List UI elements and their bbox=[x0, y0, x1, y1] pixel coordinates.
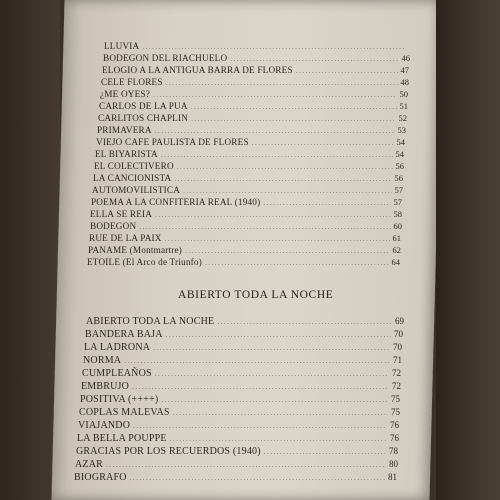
toc-entry bbox=[92, 184, 403, 196]
toc-entry-page: 53 bbox=[397, 125, 406, 135]
toc-leader-dots bbox=[173, 407, 388, 418]
toc-entry-page: 72 bbox=[392, 381, 401, 391]
toc-entry-title: AUTOMOVILISTICA bbox=[92, 185, 181, 195]
toc-leader-dots bbox=[230, 53, 398, 64]
toc-leader-dots bbox=[170, 433, 387, 444]
toc-entry bbox=[104, 40, 409, 52]
toc-entry-page: 51 bbox=[399, 101, 408, 111]
toc-entry-title: COPLAS MALEVAS bbox=[79, 407, 170, 418]
toc-entry-page: 46 bbox=[401, 53, 410, 63]
toc-entry-page: 57 bbox=[394, 185, 403, 195]
toc-entry bbox=[84, 341, 402, 353]
toc-leader-dots bbox=[161, 394, 388, 405]
toc-entry-page: 70 bbox=[393, 342, 402, 352]
toc-leader-dots bbox=[106, 459, 386, 470]
toc-entry-page: 81 bbox=[388, 472, 397, 482]
toc-entry bbox=[91, 196, 402, 208]
toc-entry-title: LA CANCIONISTA bbox=[93, 173, 172, 183]
toc-entry bbox=[83, 354, 402, 366]
toc-entry bbox=[89, 232, 401, 244]
section-heading: ABIERTO TODA LA NOCHE bbox=[178, 289, 334, 301]
toc-entry-page: 56 bbox=[394, 173, 403, 183]
toc-entry-page: 75 bbox=[391, 407, 400, 417]
toc-leader-dots bbox=[165, 233, 390, 244]
toc-entry-page: 70 bbox=[394, 329, 403, 339]
toc-entry bbox=[95, 148, 404, 160]
toc-entry-page: 71 bbox=[393, 355, 402, 365]
toc-leader-dots bbox=[177, 161, 393, 172]
toc-leader-dots bbox=[130, 472, 385, 483]
toc-leader-dots bbox=[133, 420, 387, 431]
toc-leader-dots bbox=[183, 185, 391, 196]
toc-entry-page: 80 bbox=[389, 459, 398, 469]
toc-entry bbox=[97, 124, 406, 136]
toc-entry bbox=[87, 256, 400, 268]
toc-entry bbox=[79, 406, 400, 418]
toc-leader-dots bbox=[161, 149, 393, 160]
toc-leader-dots bbox=[166, 329, 391, 340]
toc-entry bbox=[75, 458, 398, 470]
toc-entry bbox=[90, 220, 402, 232]
toc-entry-page: 48 bbox=[400, 77, 409, 87]
toc-leader-dots bbox=[153, 89, 396, 100]
toc-entry-title: VIAJANDO bbox=[78, 420, 131, 431]
toc-entry-title: VIEJO CAFE PAULISTA DE FLORES bbox=[96, 137, 249, 147]
toc-entry-page: 72 bbox=[392, 368, 401, 378]
toc-entry bbox=[101, 76, 409, 88]
toc-entry bbox=[103, 52, 410, 64]
toc-entry-title: EL COLECTIVERO bbox=[94, 161, 174, 171]
toc-entry-title: BODEGON DEL RIACHUELO bbox=[103, 53, 228, 63]
toc-entry bbox=[77, 432, 399, 444]
toc-entry-title: PRIMAVERA bbox=[97, 125, 152, 135]
toc-entry-page: 54 bbox=[395, 149, 404, 159]
toc-entry-title: POSITIVA (++++) bbox=[80, 394, 159, 405]
toc-leader-dots bbox=[191, 101, 397, 112]
toc-entry-title: ELLA SE REIA bbox=[90, 209, 153, 219]
toc-entry-title: GRACIAS POR LOS RECUERDOS (1940) bbox=[76, 446, 261, 457]
toc-entry bbox=[85, 328, 403, 340]
toc-entry-page: 75 bbox=[391, 394, 400, 404]
toc-entry-title: LA BELLA POUPPE bbox=[77, 433, 167, 444]
toc-entry-title: LA LADRONA bbox=[84, 342, 151, 353]
toc-entry bbox=[82, 367, 401, 379]
toc-entry bbox=[96, 136, 405, 148]
toc-entry bbox=[98, 112, 407, 124]
book-edge-shadow bbox=[436, 0, 500, 500]
toc-leader-dots bbox=[124, 355, 390, 366]
toc-entry-page: 56 bbox=[395, 161, 404, 171]
toc-entry-title: ETOILE (El Arco de Triunfo) bbox=[87, 257, 202, 267]
toc-entry bbox=[93, 172, 403, 184]
toc-leader-dots bbox=[155, 368, 389, 379]
toc-entry-page: 64 bbox=[391, 257, 400, 267]
toc-entry-title: ¿ME OYES? bbox=[100, 89, 151, 99]
toc-entry-title: LLUVIA bbox=[104, 41, 140, 51]
toc-leader-dots bbox=[155, 209, 390, 220]
toc-entry bbox=[88, 244, 401, 256]
toc-entry-page: 61 bbox=[392, 233, 401, 243]
toc-leader-dots bbox=[139, 221, 390, 232]
toc-entry-title: BODEGON bbox=[90, 221, 137, 231]
toc-entry-page: 78 bbox=[389, 446, 398, 456]
toc-entry-title: AZAR bbox=[75, 459, 104, 470]
toc-entry-title: CARLITOS CHAPLIN bbox=[98, 113, 189, 123]
toc-leader-dots bbox=[263, 197, 390, 208]
toc-leader-dots bbox=[153, 342, 390, 353]
toc-leader-dots bbox=[166, 77, 398, 88]
toc-entry bbox=[90, 208, 402, 220]
toc-entry-page: 54 bbox=[396, 137, 405, 147]
toc-entry bbox=[100, 88, 408, 100]
toc-entry-title: ABIERTO TODA LA NOCHE bbox=[86, 316, 215, 327]
book-spine-shadow bbox=[0, 0, 60, 500]
toc-entry bbox=[74, 471, 397, 483]
toc-entry bbox=[102, 64, 409, 76]
toc-entry-title: EMBRUJO bbox=[81, 381, 130, 392]
toc-entry-page: 76 bbox=[390, 433, 399, 443]
toc-leader-dots bbox=[142, 41, 406, 52]
toc-entry-title: ELOGIO A LA ANTIGUA BARRA DE FLORES bbox=[102, 65, 293, 75]
toc-leader-dots bbox=[191, 113, 395, 124]
toc-entry-page: 62 bbox=[392, 245, 401, 255]
toc-entry-title: BANDERA BAJA bbox=[85, 329, 163, 340]
toc-leader-dots bbox=[155, 125, 395, 136]
toc-entry-page: 69 bbox=[395, 316, 404, 326]
toc-leader-dots bbox=[174, 173, 391, 184]
toc-leader-dots bbox=[252, 137, 394, 148]
toc-entry-title: PANAME (Montmartre) bbox=[88, 245, 183, 255]
toc-entry bbox=[81, 380, 401, 392]
toc-entry bbox=[86, 315, 404, 327]
toc-entry-page: 60 bbox=[393, 221, 402, 231]
toc-entry-page: 58 bbox=[393, 209, 402, 219]
toc-entry-page: 50 bbox=[399, 89, 408, 99]
toc-entry-title: NORMA bbox=[83, 355, 122, 366]
toc-leader-dots bbox=[264, 446, 386, 457]
toc-entry bbox=[80, 393, 400, 405]
toc-leader-dots bbox=[296, 65, 398, 76]
toc-leader-dots bbox=[132, 381, 389, 392]
toc-entry-page: 52 bbox=[398, 113, 407, 123]
toc-entry-title: BIOGRAFO bbox=[74, 472, 127, 483]
toc-leader-dots bbox=[185, 245, 389, 256]
toc-entry bbox=[78, 419, 399, 431]
toc-entry-title: CELE FLORES bbox=[101, 77, 163, 87]
toc-entry-title: RUE DE LA PAIX bbox=[89, 233, 162, 243]
toc-entry-title: CUMPLEAÑOS bbox=[82, 368, 152, 379]
toc-entry-page: 76 bbox=[390, 420, 399, 430]
toc-entry-title: EL BIYARISTA bbox=[95, 149, 158, 159]
toc-entry-title: POEMA A LA CONFITERIA REAL (1940) bbox=[91, 197, 261, 207]
toc-entry-page: 57 bbox=[393, 197, 402, 207]
toc-entry bbox=[94, 160, 404, 172]
toc-leader-dots bbox=[217, 316, 392, 327]
toc-entry bbox=[76, 445, 398, 457]
toc-leader-dots bbox=[205, 257, 389, 268]
toc-entry-title: CARLOS DE LA PUA bbox=[99, 101, 188, 111]
toc-entry bbox=[99, 100, 408, 112]
toc-entry-page: 47 bbox=[400, 65, 409, 75]
